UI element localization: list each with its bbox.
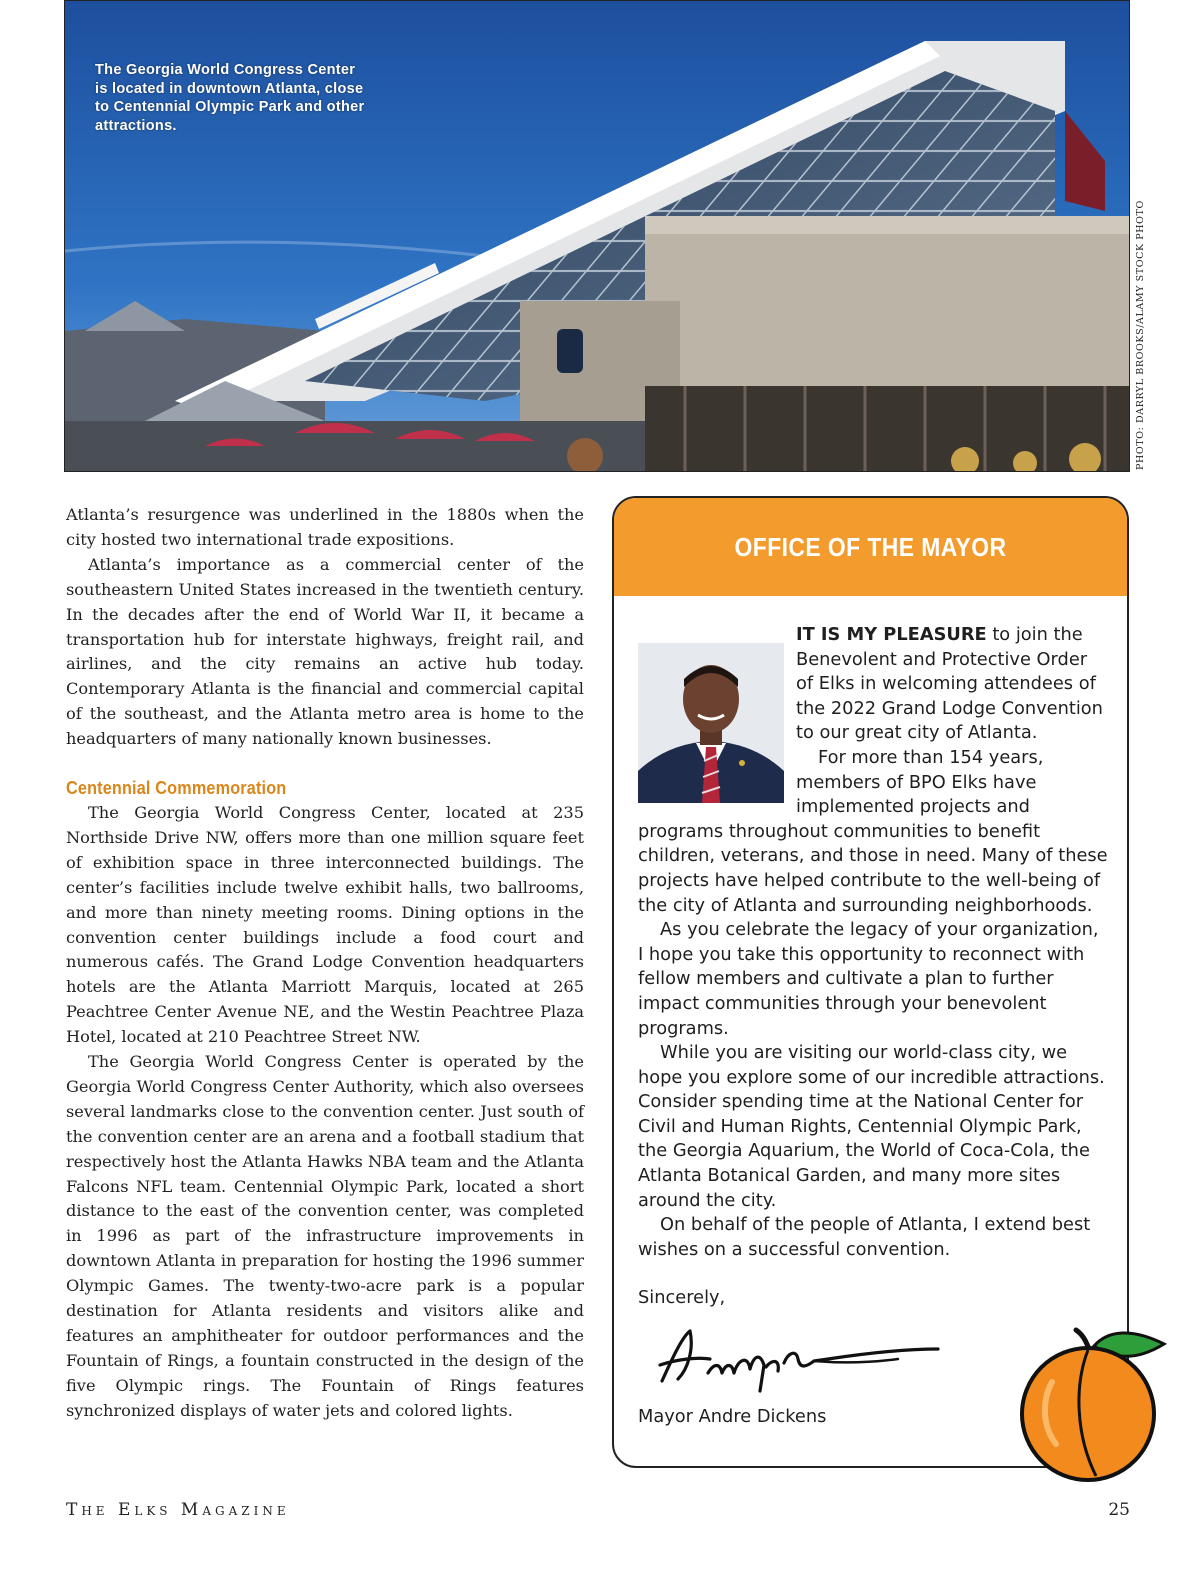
signature-image <box>638 1319 968 1399</box>
mayor-paragraph: As you celebrate the legacy of your organization, I hope you take this opportunity to reconnect with fellow members and cultivate a plan to further impact communities through your benevolent programs. <box>638 919 1099 1039</box>
article-column <box>66 503 584 1424</box>
section-subhead: Centennial Commemoration <box>66 778 287 799</box>
mayor-lead-in: IT IS MY PLEASURE <box>796 624 987 645</box>
mayor-paragraph: While you are visiting our world-class city, we hope you explore some of our incredible attractions. Consider spending time at the National Center for Civil and Human Rights, Centennial Olympic Park, the Georgia Aquarium, the World of Coca-Cola, the Atlanta Botanical Garden, and many more sites around the city. <box>638 1042 1105 1211</box>
article-paragraph: The Georgia World Congress Center, located at 235 Northside Drive NW, offers more than one million square feet of exhibition space in three interconnected buildings. The center’s facilities include twelve exhibit halls, two ballrooms, and more than ninety meeting rooms. Dining options in the convention center buildings include a food court and numerous cafés. The Grand Lodge Convention headquarters hotels are the Atlanta Marriott Marquis, located at 265 Peachtree Center Avenue NE, and the Westin Peachtree Plaza Hotel, located at 210 Peachtree Street NW. <box>66 802 584 1047</box>
mayor-portrait <box>638 643 784 803</box>
signatory-name: Mayor Andre Dickens <box>638 1406 827 1428</box>
photo-caption: The Georgia World Congress Center is located in downtown Atlanta, close to Centennial Olympic Park and other attractions. <box>95 62 365 134</box>
magazine-name: The Elks Magazine <box>66 1500 290 1520</box>
article-paragraph: The Georgia World Congress Center is operated by the Georgia World Congress Center Authority, which also oversees several landmarks close to the convention center. Just south of the convention center are an arena and a football stadium that respectively host the Atlanta Hawks NBA team and the Atlanta Falcons NFL team. Centennial Olympic Park, located a short distance to the east of the convention center, was completed in 1996 as part of the infrastructure improvements in downtown Atlanta in preparation for hosting the 1996 summer Olympic Games. The twenty-two-acre park is a popular destination for Atlanta residents and visitors alike and features an amphitheater for outdoor performances and the Fountain of Rings, a fountain constructed in the design of the five Olympic rings. The Fountain of Rings features synchronized displays of water jets and colored lights. <box>66 1052 584 1420</box>
article-paragraph: Atlanta’s resurgence was underlined in the 1880s when the city hosted two international trade expositions. <box>66 505 584 549</box>
photo-credit: PHOTO: DARRYL BROOKS/ALAMY STOCK PHOTO <box>1135 200 1146 470</box>
mayor-paragraph: For more than 154 years, members of BPO Elks have implemented projects and programs throughout communities to benefit children, veterans, and those in need. Many of these projects have helped contribute to the well-being of the city of Atlanta and surrounding neighborhoods. <box>638 746 1108 916</box>
page-number: 25 <box>1108 1500 1130 1520</box>
mayor-portrait-image <box>638 643 784 803</box>
mayor-header-title: OFFICE OF THE MAYOR <box>734 531 1007 562</box>
article-paragraph: Atlanta’s importance as a commercial center of the southeastern United States increased in the twentieth century. In the decades after the end of World War II, it became a transportation hub for interstate highways, freight rail, and airlines, and the city remains an active hub today. Contemporary Atlanta is the financial and commercial capital of the southeast, and the Atlanta metro area is home to the headquarters of many nationally known businesses. <box>66 554 584 749</box>
letter-closing: Sincerely, <box>638 1287 726 1309</box>
mayor-letter-box <box>612 496 1129 1468</box>
peach-icon <box>1012 1326 1168 1486</box>
mayor-letter-body <box>638 623 1108 1430</box>
mayor-header <box>614 498 1127 596</box>
mayor-paragraph-rest: to join the Benevolent and Protective Order of Elks in welcoming attendees of the 2022 Grand Lodge Convention to our great city of Atlanta. <box>796 624 1103 744</box>
mayor-paragraph: On behalf of the people of Atlanta, I extend best wishes on a successful convention. <box>638 1214 1091 1260</box>
hero-photo <box>64 0 1130 472</box>
